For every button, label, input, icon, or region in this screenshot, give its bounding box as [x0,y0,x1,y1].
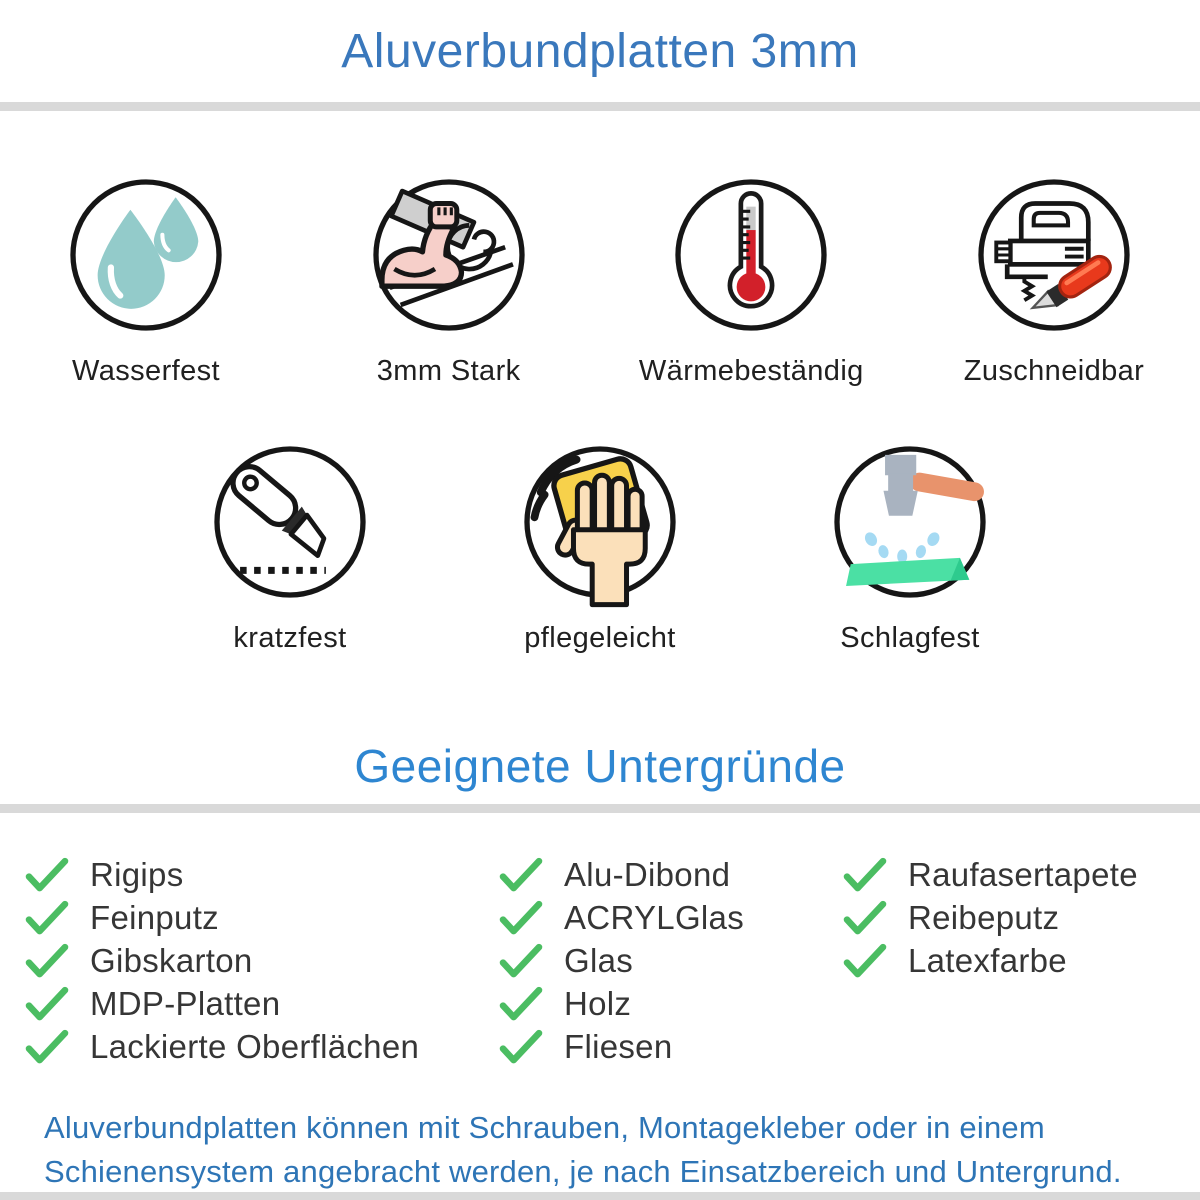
substrate-item [24,1029,498,1064]
jigsaw-cutter-icon [976,177,1132,333]
feature-cuttable [922,177,1186,388]
substrates-column-2 [498,857,842,1064]
substrate-label: Feinputz [90,898,219,936]
hammer-impact-icon [832,444,988,600]
check-icon [498,943,544,979]
feature-scratch-proof [158,444,422,655]
feature-label: pflegeleicht [524,622,676,654]
water-drops-icon [68,177,224,333]
feature-easy-care [468,444,732,655]
check-icon [24,986,70,1022]
feature-label: Wasserfest [72,355,220,387]
substrate-item [498,943,842,978]
substrate-label: Reibeputz [908,898,1060,936]
substrate-label: Latexfarbe [908,941,1067,979]
substrate-item [498,900,842,935]
divider [0,102,1200,111]
page-title: Aluverbundplatten 3mm [341,25,859,78]
footer-note: Aluverbundplatten können mit Schrauben, Montagekleber oder in einem Schienensystem angebracht werden, je nach Einsatzbereich und Untergrund. [44,1110,1122,1189]
feature-impact-proof [778,444,1042,655]
divider [0,1192,1200,1200]
substrate-label: Lackierte Oberflächen [90,1027,420,1065]
substrate-label: Rigips [90,855,184,893]
feature-row-2 [0,444,1200,655]
check-icon [498,900,544,936]
substrates-column-1 [24,857,498,1064]
substrate-label: Alu-Dibond [564,855,731,893]
check-icon [498,986,544,1022]
check-icon [24,900,70,936]
feature-waterproof [14,177,278,388]
substrates-list [0,857,1200,1064]
substrate-label: Holz [564,984,632,1022]
substrate-item [24,857,498,892]
feature-label: Wärmebeständig [638,355,864,387]
feature-label: 3mm Stark [376,355,521,387]
check-icon [24,1029,70,1065]
divider [0,804,1200,813]
feature-heat-resistant [619,177,883,388]
hand-cloth-icon [522,444,678,600]
check-icon [842,943,888,979]
substrate-item [842,900,1138,935]
utility-knife-icon [212,444,368,600]
check-icon [498,857,544,893]
check-icon [24,943,70,979]
substrate-item [24,900,498,935]
substrate-label: MDP-Platten [90,984,281,1022]
muscle-arm-panel-icon [371,177,527,333]
substrate-item [24,943,498,978]
feature-label: Schlagfest [840,622,980,654]
substrate-item [24,986,498,1021]
substrate-item [842,943,1138,978]
substrate-item [842,857,1138,892]
check-icon [842,857,888,893]
substrate-item [498,986,842,1021]
check-icon [498,1029,544,1065]
feature-label: Zuschneidbar [963,355,1145,387]
feature-label: kratzfest [233,622,347,654]
feature-3mm-strong [317,177,581,388]
thermometer-icon [673,177,829,333]
substrate-label: Gibskarton [90,941,253,979]
feature-row-1 [0,177,1200,388]
substrate-label: Raufasertapete [908,855,1138,893]
substrate-item [498,1029,842,1064]
substrate-label: Glas [564,941,634,979]
check-icon [24,857,70,893]
substrates-column-3 [842,857,1138,1064]
section-title-substrates: Geeignete Untergründe [354,740,846,792]
substrate-item [498,857,842,892]
check-icon [842,900,888,936]
substrate-label: Fliesen [564,1027,673,1065]
substrate-label: ACRYLGlas [564,898,744,936]
